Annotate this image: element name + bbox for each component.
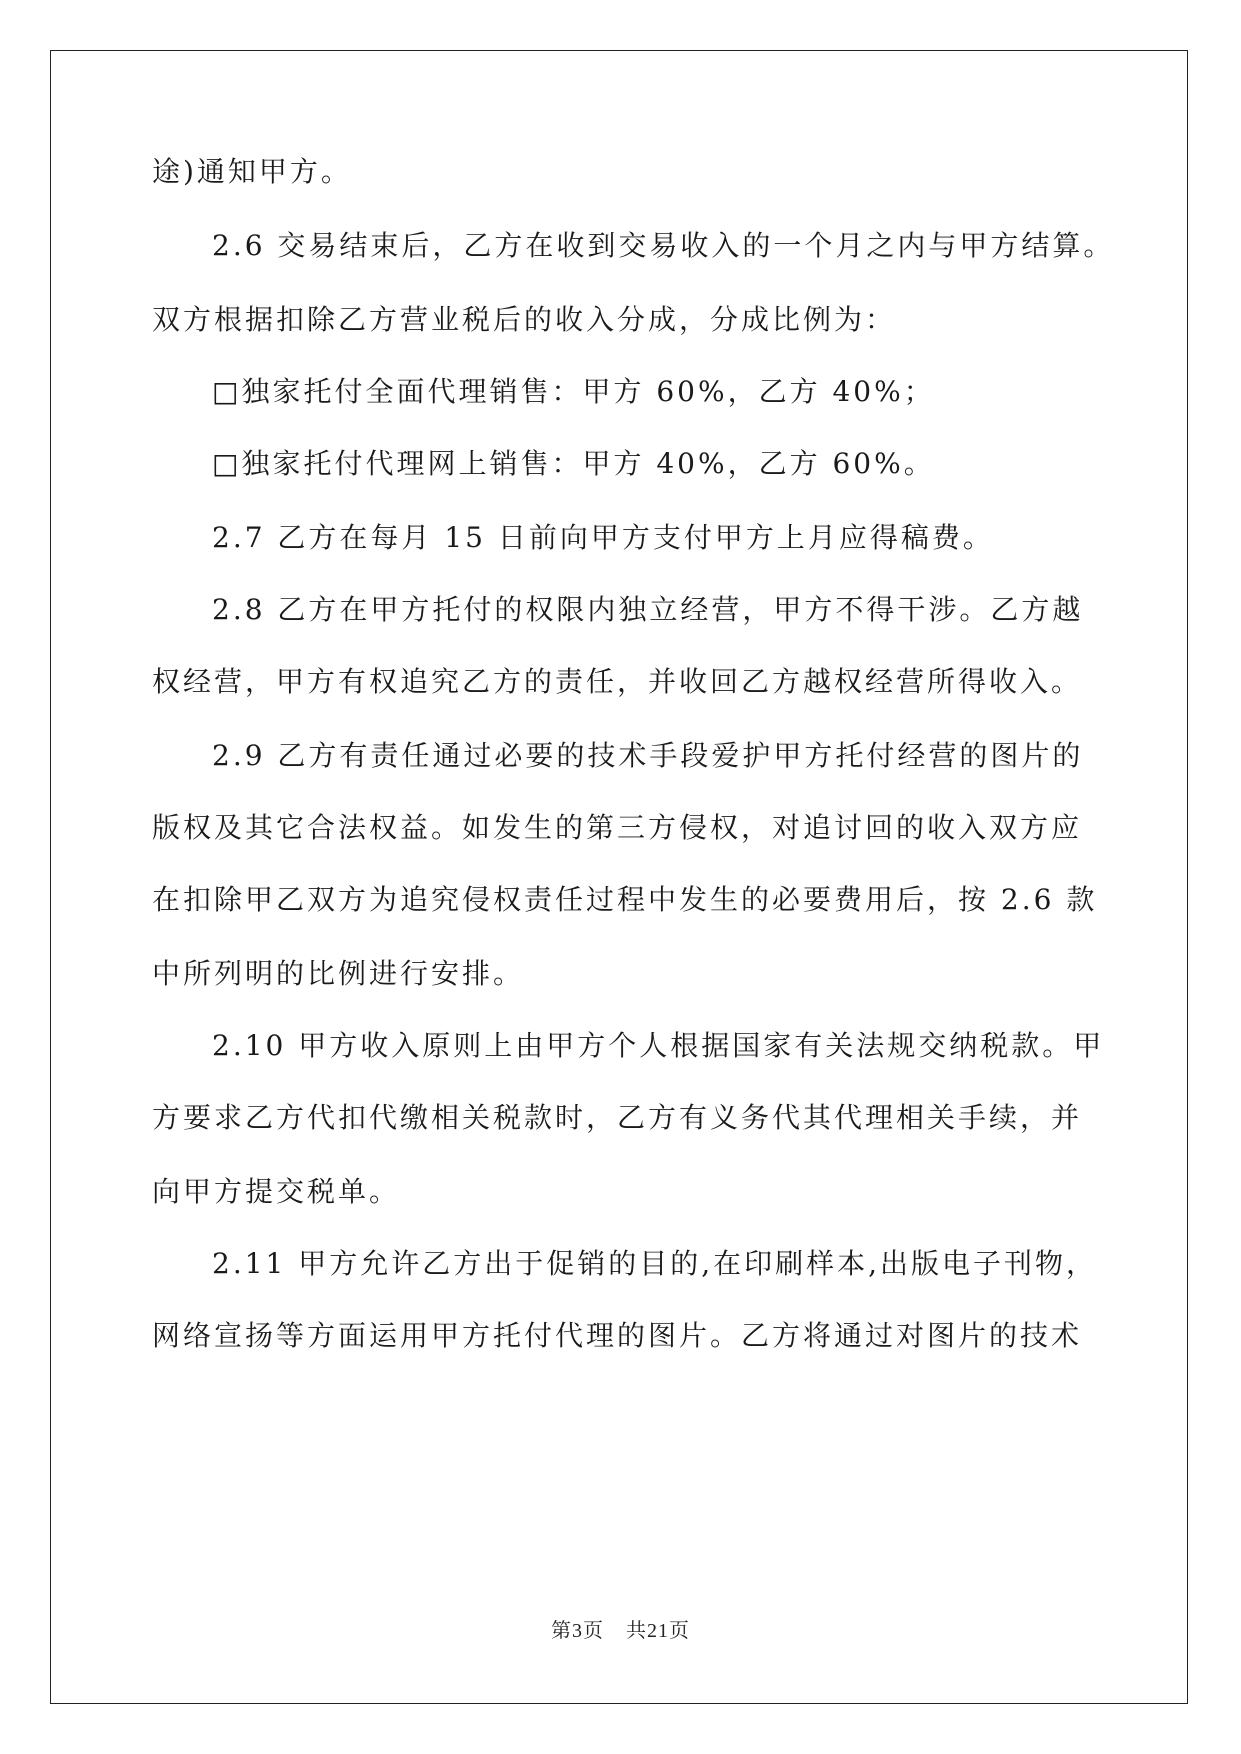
total-label-suffix: 页 bbox=[669, 1618, 690, 1642]
total-label-prefix: 共 bbox=[626, 1618, 647, 1642]
text-line-6: 2.7 乙方在每月 15 日前向甲方支付甲方上月应得稿费。 bbox=[212, 521, 994, 554]
page-border bbox=[50, 50, 1188, 1704]
page-number: 3 bbox=[572, 1620, 583, 1642]
page-label-suffix: 页 bbox=[583, 1618, 604, 1642]
text-line-5: □独家托付代理网上销售：甲方 40%，乙方 60%。 bbox=[212, 447, 935, 480]
text-line-7: 2.8 乙方在甲方托付的权限内独立经营，甲方不得干涉。乙方越 bbox=[212, 593, 1084, 626]
text-line-1: 途)通知甲方。 bbox=[152, 155, 352, 188]
text-line-16: 2.11 甲方允许乙方出于促销的目的,在印刷样本,出版电子刊物， bbox=[212, 1247, 1098, 1280]
text-line-3: 双方根据扣除乙方营业税后的收入分成，分成比例为： bbox=[152, 303, 897, 336]
text-line-11: 在扣除甲乙双方为追究侵权责任过程中发生的必要费用后，按 2.6 款 bbox=[152, 883, 1098, 916]
page-label-prefix: 第 bbox=[551, 1618, 572, 1642]
text-line-15: 向甲方提交税单。 bbox=[152, 1175, 401, 1208]
text-line-14: 方要求乙方代扣代缴相关税款时，乙方有义务代其代理相关手续，并 bbox=[152, 1101, 1083, 1134]
text-line-4: □独家托付全面代理销售：甲方 60%，乙方 40%； bbox=[212, 375, 935, 408]
total-pages: 21 bbox=[647, 1620, 669, 1642]
text-line-13: 2.10 甲方收入原则上由甲方个人根据国家有关法规交纳税款。甲 bbox=[212, 1029, 1105, 1062]
text-line-10: 版权及其它合法权益。如发生的第三方侵权，对追讨回的收入双方应 bbox=[152, 811, 1083, 844]
text-line-17: 网络宣扬等方面运用甲方托付代理的图片。乙方将通过对图片的技术 bbox=[152, 1319, 1083, 1352]
page-footer bbox=[0, 1614, 1241, 1643]
text-line-8: 权经营，甲方有权追究乙方的责任，并收回乙方越权经营所得收入。 bbox=[152, 665, 1083, 698]
text-line-2: 2.6 交易结束后，乙方在收到交易收入的一个月之内与甲方结算。 bbox=[212, 229, 1115, 262]
text-line-12: 中所列明的比例进行安排。 bbox=[152, 957, 525, 990]
text-line-9: 2.9 乙方有责任通过必要的技术手段爱护甲方托付经营的图片的 bbox=[212, 739, 1084, 772]
